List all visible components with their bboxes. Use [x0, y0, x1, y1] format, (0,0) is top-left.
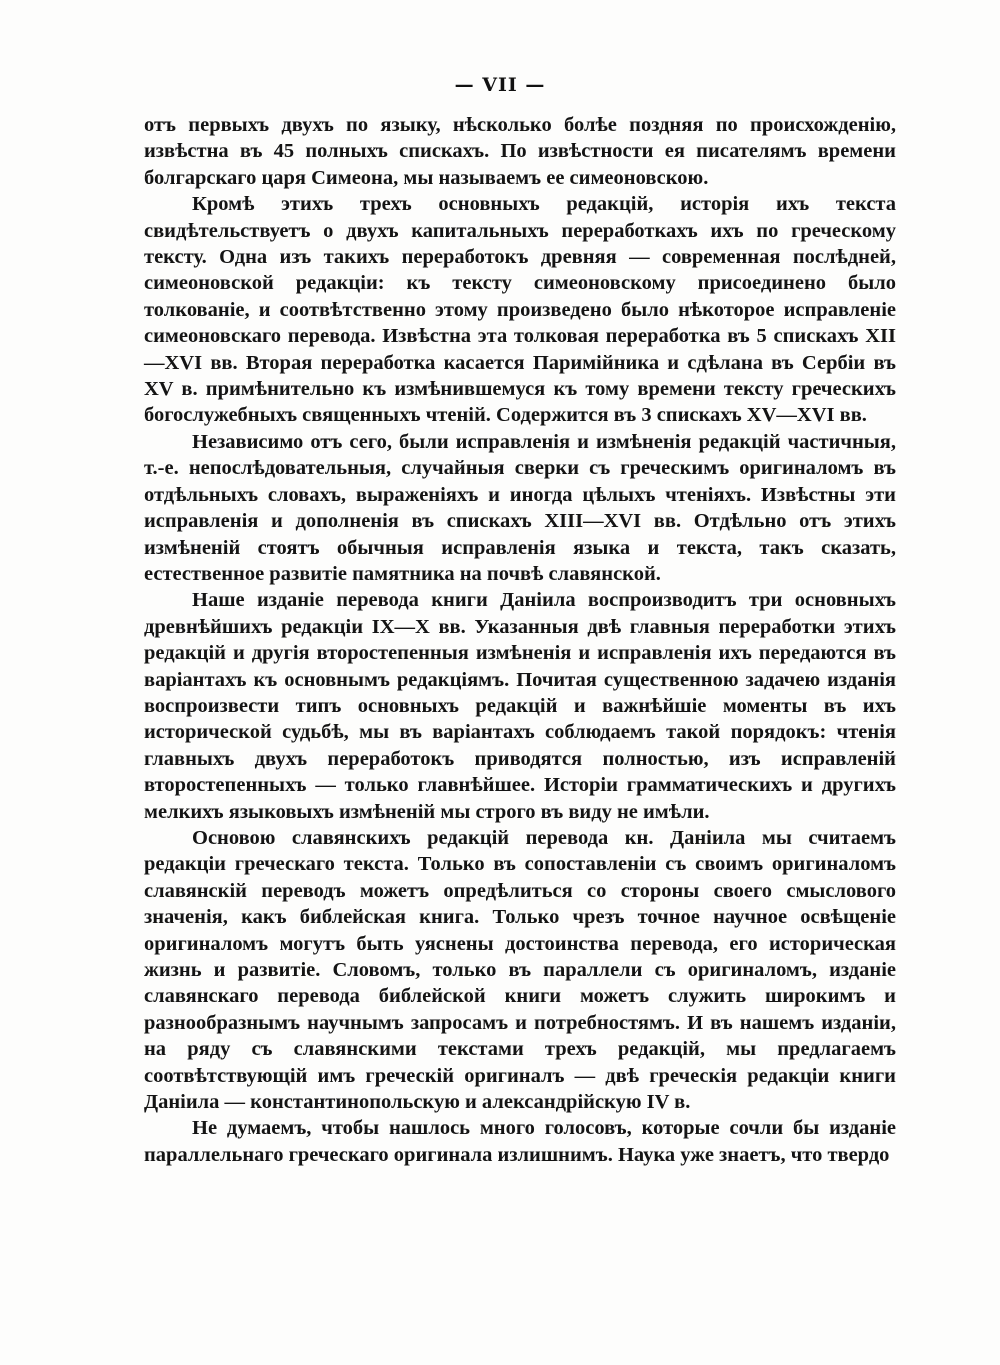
paragraph-4: Наше изданіе перевода книги Даніила воспроизводитъ три основныхъ древнѣйшихъ редакціи IX—X вв. Указанныя двѣ главныя переработки этихъ редакцій и другія второстепенныя измѣненія и исправленія ихъ передаются въ варіантахъ къ основнымъ редакціямъ. Почитая существенною задачею изданія воспроизвести типъ основныхъ редакцій и важнѣйшіе моменты въ ихъ исторической судьбѣ, мы въ варіантахъ соблюдаемъ такой порядокъ: чтенія главныхъ двухъ переработокъ приводятся полностью, изъ исправленій второстепенныхъ — только главнѣйшее. Исторіи грамматическихъ и другихъ мелкихъ языковыхъ измѣненій мы строго въ виду не имѣли. [144, 589, 896, 823]
paragraph-3: Независимо отъ сего, были исправленія и измѣненія редакцій частичныя, т.-е. непослѣдовательныя, случайныя сверки съ греческимъ оригиналомъ въ отдѣльныхъ словахъ, выраженіяхъ и иногда цѣлыхъ чтеніяхъ. Извѣстны эти исправленія и дополненія въ спискахъ XIII—XVI вв. Отдѣльно отъ этихъ измѣненій стоятъ обычныя исправленія языка и текста, такъ сказать, естественное развитіе памятника на почвѣ славянской. [144, 430, 896, 585]
paragraph-6: Не думаемъ, чтобы нашлось много голосовъ, которые сочли бы изданіе параллельнаго греческаго оригинала излишнимъ. Наука уже знаетъ, что твердо [144, 1117, 896, 1166]
page-body [144, 112, 896, 1168]
page-number-header: — VII — [454, 74, 546, 96]
paragraph-2: Кромѣ этихъ трехъ основныхъ редакцій, исторія ихъ текста свидѣтельствуетъ о двухъ капитальныхъ переработкахъ ихъ по греческому тексту. Одна изъ такихъ переработокъ древняя — современная послѣдней, симеоновской редакціи: къ тексту симеоновскому присоединено было толкованіе, и соотвѣтственно этому произведено было нѣкоторое исправленіе симеоновскаго перевода. Извѣстна эта толковая переработка въ 5 спискахъ XII—XVI вв. Вторая переработка касается Паримійника и сдѣлана въ Сербіи въ XV в. примѣнительно къ измѣнившемуся къ тому времени тексту греческихъ богослужебныхъ священныхъ чтеній. Содержится въ 3 спискахъ XV—XVI вв. [144, 193, 896, 427]
paragraph-5: Основою славянскихъ редакцій перевода кн. Даніила мы считаемъ редакціи греческаго текста. Только въ сопоставленіи съ своимъ оригиналомъ славянскій переводъ можетъ опредѣлиться со стороны своего смыслового значенія, какъ библейская книга. Только чрезъ точное научное освѣщеніе оригиналомъ могутъ быть уяснены достоинства перевода, его историческая жизнь и развитіе. Словомъ, только въ параллели съ оригиналомъ, изданіе славянскаго перевода библейской книги можетъ служить широкимъ и разнообразнымъ научнымъ запросамъ и потребностямъ. И въ нашемъ изданіи, на ряду съ славянскими текстами трехъ редакцій, мы предлагаемъ соотвѣтствующій имъ греческій оригиналъ — двѣ греческія редакціи книги Даніила — константинопольскую и александрійскую IV в. [144, 826, 896, 1114]
paragraph-1: отъ первыхъ двухъ по языку, нѣсколько болѣе поздняя по происхожденію, извѣстна въ 45 полныхъ спискахъ. По извѣстности ея писателямъ времени болгарскаго царя Симеона, мы называемъ ее симеоновскою. [144, 114, 896, 189]
